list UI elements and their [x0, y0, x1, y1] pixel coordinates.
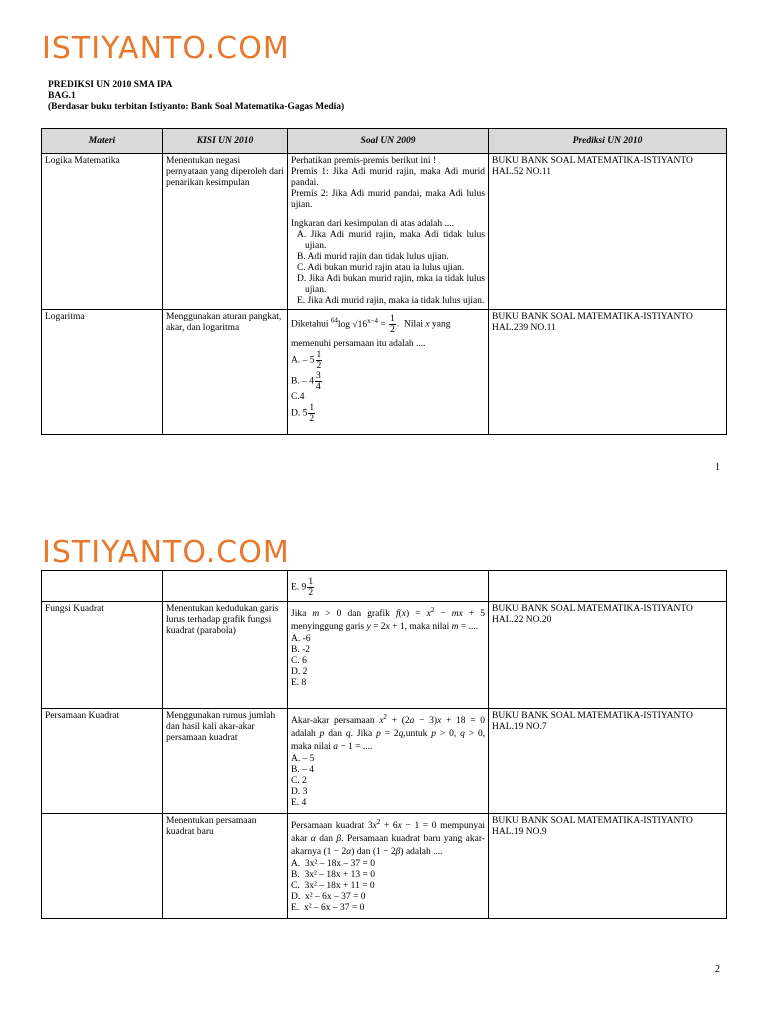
- soal-intro: Perhatikan premis-premis berikut ini !: [291, 156, 437, 166]
- option-a: A. – 5: [291, 754, 315, 765]
- soal-statement: Jika m > 0 dan grafik $f(x) = x^2$ − mx + 5 menyinggung garis y = 2x + 1, maka nilai m = ....: [291, 606, 486, 633]
- option-d: D. Jika Adi bukan murid rajin, mka ia tidak lulus ujian.: [297, 274, 485, 295]
- option-a: A. -6: [291, 634, 311, 645]
- cell-soal: [288, 571, 489, 602]
- option-a: A. 3x² – 18x – 37 = 0: [291, 859, 375, 870]
- site-logo: ISTIYANTO.COM: [42, 535, 290, 570]
- log-expression: $\log √16^{x-4}$ =: [337, 316, 386, 330]
- cell-kisi: Menentukan negasi pernyataan yang diperoleh dari penarikan kesimpulan: [163, 154, 288, 310]
- cell-materi: [42, 814, 163, 919]
- option-e: E. 8: [291, 678, 307, 689]
- table-row: [42, 602, 727, 709]
- cell-soal: [288, 310, 489, 435]
- table-row: [42, 154, 727, 310]
- soal-question: Ingkaran dari kesimpulan di atas adalah ....: [291, 219, 455, 229]
- option-c: C. Adi bukan murid rajin atau ia lulus ujian.: [297, 263, 465, 273]
- cell-prediksi: BUKU BANK SOAL MATEMATIKA-ISTIYANTO HAL.239 NO.11: [489, 310, 727, 435]
- option-c: C. 6: [291, 656, 307, 667]
- option-b: B. Adi murid rajin dan tidak lulus ujian.: [297, 252, 449, 262]
- soal-premis-2: Premis 2: Jika Adi murid pandai, maka Adi lulus ujian.: [291, 189, 485, 210]
- option-b: B. – 4: [291, 765, 314, 776]
- cell-kisi: Menentukan persamaan kuadrat baru: [163, 814, 288, 919]
- cell-soal: [288, 602, 489, 709]
- option-e: E. 4: [291, 798, 307, 809]
- page-2: [0, 512, 768, 1024]
- site-logo: ISTIYANTO.COM: [42, 31, 290, 66]
- document-header: [48, 80, 344, 113]
- header-part: BAG.1: [48, 91, 76, 101]
- cell-materi: Persamaan Kuadrat: [42, 709, 163, 814]
- table-row: [42, 709, 727, 814]
- soal-statement: Akar-akar persamaan $x^2 + (2a - 3)x + 18 = 0$ adalah p dan q. Jika p = 2q,untuk p > 0, q > 0, maka nilai a − 1 = ....: [291, 713, 486, 753]
- cell-soal: [288, 709, 489, 814]
- cell-prediksi: BUKU BANK SOAL MATEMATIKA-ISTIYANTO HAL.19 NO.9: [489, 814, 727, 919]
- header-soal: Soal UN 2009: [288, 129, 489, 154]
- prediction-table-page-1: [41, 128, 727, 435]
- cell-prediksi: BUKU BANK SOAL MATEMATIKA-ISTIYANTO HAL.22 NO.20: [489, 602, 727, 709]
- option-c: C.4: [291, 392, 305, 402]
- table-header-row: [42, 129, 727, 154]
- cell-materi: Logaritma: [42, 310, 163, 435]
- option-d: D. 3: [291, 787, 308, 798]
- option-a: A. – 5 $\frac{1}{2}$: [291, 350, 322, 371]
- soal-question: memenuhi persamaan itu adalah ....: [291, 339, 426, 349]
- page-number: 1: [715, 462, 720, 473]
- cell-materi: Logika Matematika: [42, 154, 163, 310]
- header-source: (Berdasar buku terbitan Istiyanto: Bank Soal Matematika-Gagas Media): [48, 102, 345, 112]
- table-row: [42, 310, 727, 435]
- cell-prediksi: BUKU BANK SOAL MATEMATIKA-ISTIYANTO HAL.19 NO.7: [489, 709, 727, 814]
- option-b: B. – 4 $\frac{3}{4}$: [291, 371, 321, 392]
- cell-prediksi: BUKU BANK SOAL MATEMATIKA-ISTIYANTO HAL.52 NO.11: [489, 154, 727, 310]
- cell-kisi: Menentukan kedudukan garis lurus terhadap grafik fungsi kuadrat (parabola): [163, 602, 288, 709]
- prediction-table-page-2: [41, 570, 727, 919]
- option-e: E. Jika Adi murid rajin, maka ia tidak lulus ujian.: [297, 296, 485, 306]
- page-number: 2: [715, 964, 720, 975]
- option-b: B. 3x² – 18x + 13 = 0: [291, 870, 376, 881]
- option-a: A. Jika Adi murid rajin, maka Adi tidak lulus ujian.: [297, 230, 485, 251]
- cell-kisi: Menggunakan rumus jumlah dan hasil kali akar-akar persamaan kuadrat: [163, 709, 288, 814]
- option-e: E. x² – 6x – 37 = 0: [291, 903, 365, 914]
- option-d: D. 2: [291, 667, 308, 678]
- option-c: C. 2: [291, 776, 307, 787]
- option-e: E. 9 $\frac{1}{2}$: [291, 577, 314, 598]
- header-kisi: KISI UN 2010: [163, 129, 288, 154]
- header-materi: Materi: [42, 129, 163, 154]
- cell-kisi: Menggunakan aturan pangkat, akar, dan logaritma: [163, 310, 288, 435]
- option-d: D. 5 $\frac{1}{2}$: [291, 403, 315, 424]
- header-title: PREDIKSI UN 2010 SMA IPA: [48, 80, 173, 90]
- soal-premis-1: Premis 1: Jika Adi murid rajin, maka Adi murid pandai.: [291, 167, 485, 188]
- table-row: [42, 571, 727, 602]
- table-row: [42, 814, 727, 919]
- cell-soal: [288, 814, 489, 919]
- soal-statement: Persamaan kuadrat $3x^2 + 6x - 1 = 0$ mempunyai akar α dan β. Persamaan kuadrat baru yang akar-akarnya (1 − 2α) dan (1 − 2β) adalah ....: [291, 818, 485, 858]
- option-b: B. -2: [291, 645, 310, 656]
- option-c: C. 3x² – 18x + 11 = 0: [291, 881, 375, 892]
- header-prediksi: Prediksi UN 2010: [489, 129, 727, 154]
- option-d: D. x² – 6x – 37 = 0: [291, 892, 366, 903]
- cell-materi: Fungsi Kuadrat: [42, 602, 163, 709]
- soal-statement: Diketahui $^{64}$log $√16^{x-4}$ = $\frac{1}{2}$ . Nilai x yang: [291, 314, 451, 335]
- cell-soal: [288, 154, 489, 310]
